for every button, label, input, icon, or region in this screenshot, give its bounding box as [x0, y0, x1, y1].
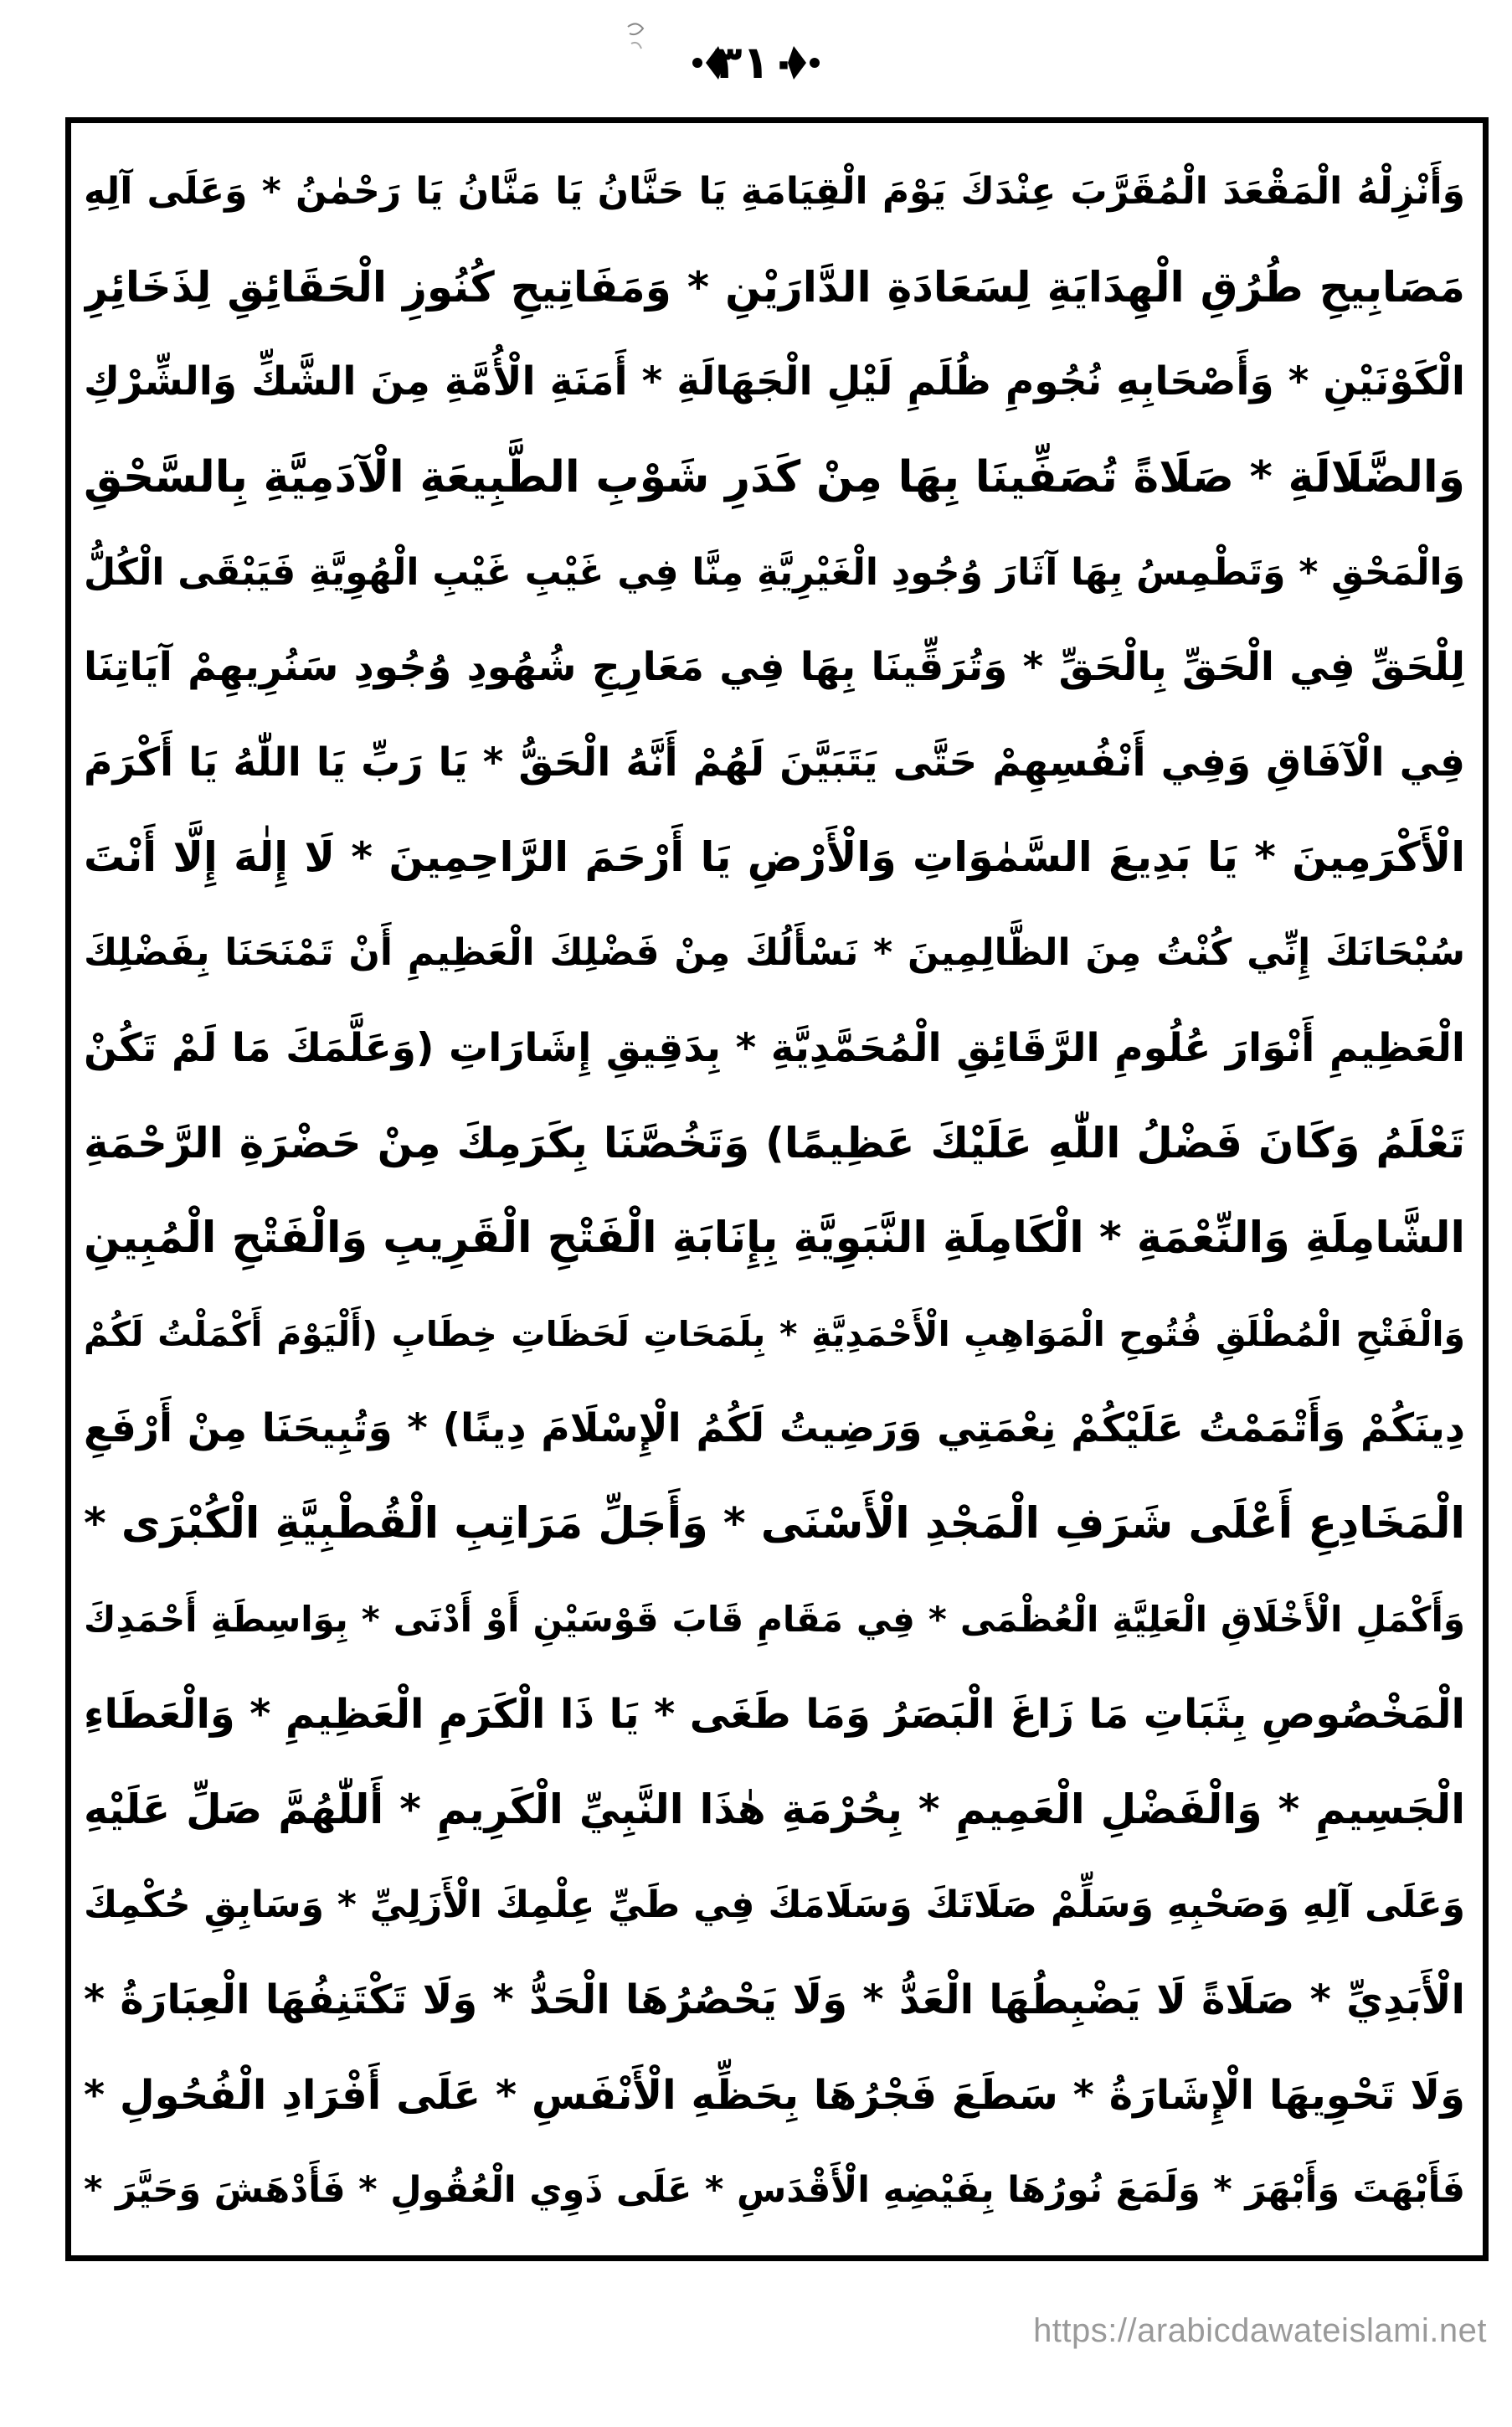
document-body — [84, 142, 1465, 2236]
text-line: مَصَابِيحِ طُرُقِ الْهِدَايَةِ لِسَعَادَةِ الدَّارَيْنِ * وَمَفَاتِيحِ كُنُوزِ الْحَقَائِقِ لِذَخَائِرِ — [84, 262, 1465, 312]
text-line: وَالضَّلَالَةِ * صَلَاةً تُصَفِّينَا بِهَا مِنْ كَدَرِ شَوْبِ الطَّبِيعَةِ الْآدَمِيَّةِ بِالسَّحْقِ — [84, 451, 1465, 502]
text-line: وَالْفَتْحِ الْمُطْلَقِ فُتُوحِ الْمَوَاهِبِ الْأَحْمَدِيَّةِ * بِلَمَحَاتِ لَحَظَاتِ خِطَابِ (أَلْيَوْمَ أَكْمَلْتُ لَكُمْ — [84, 1313, 1465, 1354]
text-line: وَأَكْمَلِ الْأَخْلَاقِ الْعَلِيَّةِ الْعُظْمَى * فِي مَقَامِ قَابَ قَوْسَيْنِ أَوْ أَدْنَى * بِوَاسِطَةِ أَحْمَدِكَ — [84, 1598, 1465, 1640]
page-number: ٣١٠ — [714, 36, 798, 89]
text-line: الْأَبَدِيِّ * صَلَاةً لَا يَضْبِطُهَا الْعَدُّ * وَلَا يَحْصُرُهَا الْحَدُّ * وَلَا تَكْتَنِفُهَا الْعِبَارَةُ * — [84, 1976, 1465, 2024]
source-watermark: https://arabicdawateislami.net — [1033, 2312, 1487, 2349]
text-line: تَعْلَمُ وَكَانَ فَضْلُ اللّٰهِ عَلَيْكَ عَظِيمًا) وَتَخُصَّنَا بِكَرَمِكَ مِنْ حَضْرَةِ الرَّحْمَةِ — [84, 1119, 1465, 1168]
text-line: الْمَخْصُوصِ بِثَبَاتِ مَا زَاغَ الْبَصَرُ وَمَا طَغَى * يَا ذَا الْكَرَمِ الْعَظِيمِ * وَالْعَطَاءِ — [84, 1691, 1465, 1739]
text-line: لِلْحَقِّ فِي الْحَقِّ بِالْحَقِّ * وَتُرَقِّينَا بِهَا فِي مَعَارِجِ شُهُودِ وُجُودِ سَنُرِيهِمْ آيَاتِنَا — [84, 644, 1465, 691]
text-line: دِينَكُمْ وَأَتْمَمْتُ عَلَيْكُمْ نِعْمَتِي وَرَضِيتُ لَكُمُ الْإِسْلَامَ دِينًا) * وَتُبِيحَنَا مِنْ أَرْفَعِ — [84, 1405, 1465, 1452]
text-line: وَلَا تَحْوِيهَا الْإِشَارَةُ * سَطَعَ فَجْرُهَا بِحَظِّهِ الْأَنْفَسِ * عَلَى أَفْرَادِ الْفُحُولِ * — [84, 2071, 1465, 2119]
text-line: فَأَبْهَتَ وَأَبْهَرَ * وَلَمَعَ نُورُهَا بِفَيْضِهِ الْأَقْدَسِ * عَلَى ذَوِي الْعُقُولِ * فَأَدْهَشَ وَحَيَّرَ * — [84, 2169, 1465, 2212]
text-line: سُبْحَانَكَ إِنِّي كُنْتُ مِنَ الظَّالِمِينَ * نَسْأَلُكَ مِنْ فَضْلِكَ الْعَظِيمِ أَنْ تَمْنَحَنَا بِفَضْلِكَ — [84, 931, 1465, 975]
text-line: الْأَكْرَمِينَ * يَا بَدِيعَ السَّمٰوَاتِ وَالْأَرْضِ يَا أَرْحَمَ الرَّاحِمِينَ * لَا إِلٰهَ إِلَّا أَنْتَ — [84, 833, 1465, 882]
text-line: الْكَوْنَيْنِ * وَأَصْحَابِهِ نُجُومِ ظُلَمِ لَيْلِ الْجَهَالَةِ * أَمَنَةِ الْأُمَّةِ مِنَ الشَّكِّ وَالشِّرْكِ — [84, 358, 1465, 405]
text-line: وَأَنْزِلْهُ الْمَقْعَدَ الْمُقَرَّبَ عِنْدَكَ يَوْمَ الْقِيَامَةِ يَا حَنَّانُ يَا مَنَّانُ يَا رَحْمٰنُ * وَعَلَى آلِهِ — [84, 170, 1465, 213]
text-line: وَالْمَحْقِ * وَتَطْمِسُ بِهَا آثَارَ وُجُودِ الْغَيْرِيَّةِ مِنَّا فِي غَيْبِ غَيْبِ الْهُوِيَّةِ فَيَبْقَى الْكُلُّ — [84, 550, 1465, 594]
text-line: الْجَسِيمِ * وَالْفَضْلِ الْعَمِيمِ * بِحُرْمَةِ هٰذَا النَّبِيِّ الْكَرِيمِ * أَللّٰهُمَّ صَلِّ عَلَيْهِ — [84, 1785, 1465, 1833]
text-line: الشَّامِلَةِ وَالنِّعْمَةِ * الْكَامِلَةِ النَّبَوِيَّةِ بِإِنَابَةِ الْفَتْحِ الْقَرِيبِ وَالْفَتْحِ الْمُبِينِ — [84, 1214, 1465, 1264]
text-line: الْعَظِيمِ أَنْوَارَ عُلُومِ الرَّقَائِقِ الْمُحَمَّدِيَّةِ * بِدَقِيقِ إِشَارَاتِ (وَعَلَّمَكَ مَا لَمْ تَكُنْ — [84, 1024, 1465, 1071]
text-line: الْمَخَادِعِ أَعْلَى شَرَفِ الْمَجْدِ الْأَسْنَى * وَأَجَلِّ مَرَاتِبِ الْقُطْبِيَّةِ الْكُبْرَى * — [84, 1498, 1465, 1548]
text-line: فِي الْآفَاقِ وَفِي أَنْفُسِهِمْ حَتَّى يَتَبَيَّنَ لَهُمْ أَنَّهُ الْحَقُّ * يَا رَبِّ يَا اللّٰهُ يَا أَكْرَمَ — [84, 739, 1465, 786]
text-line: وَعَلَى آلِهِ وَصَحْبِهِ وَسَلِّمْ صَلَاتَكَ وَسَلَامَكَ فِي طَيِّ عِلْمِكَ الْأَزَلِيِّ * وَسَابِقِ حُكْمِكَ — [84, 1883, 1465, 1926]
